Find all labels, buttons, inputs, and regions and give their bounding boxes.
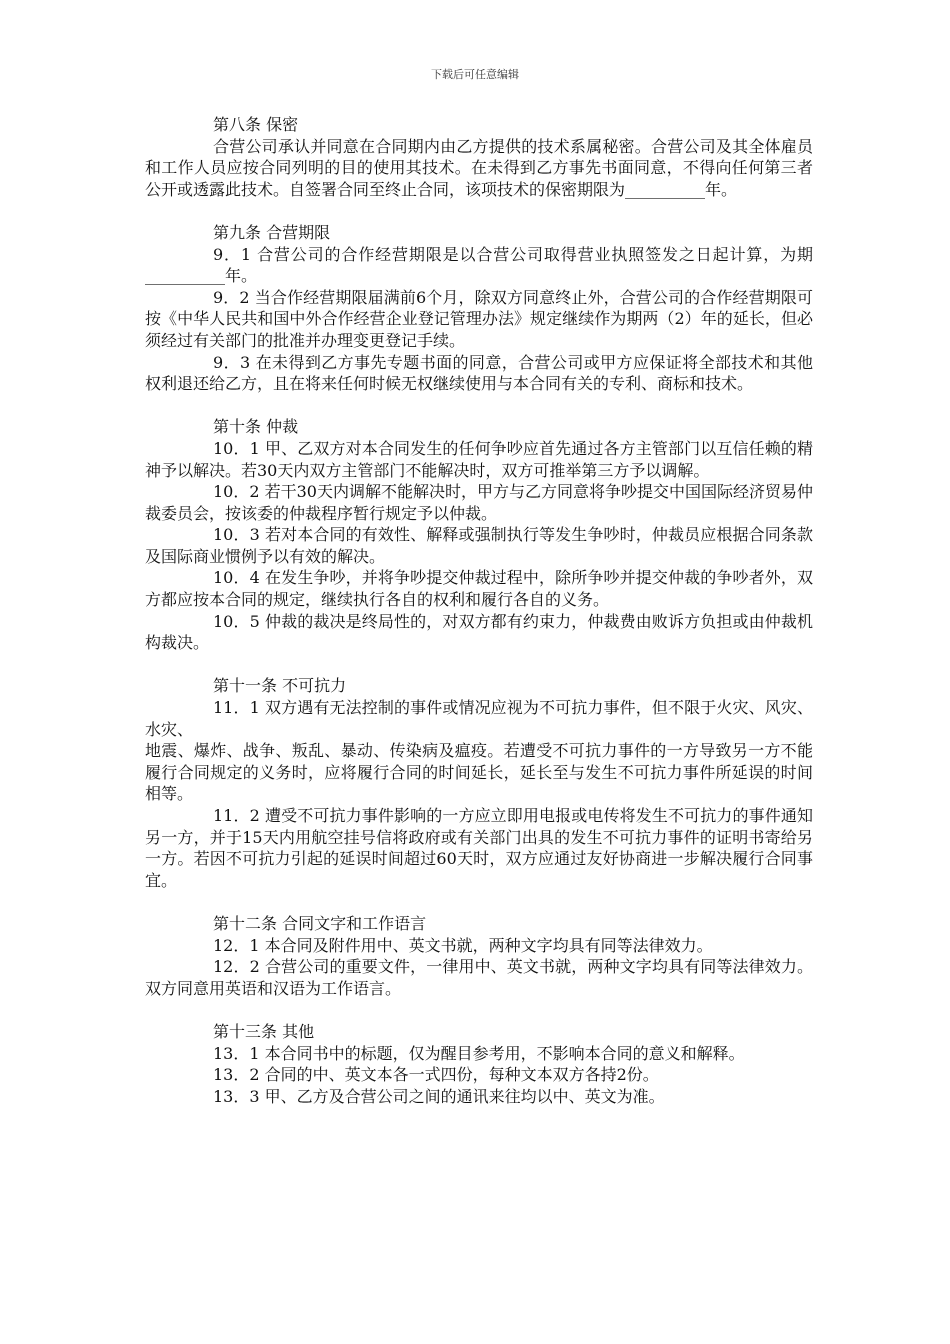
section-heading: 第十二条 合同文字和工作语言	[213, 913, 427, 933]
paragraph: 9．2 当合作经营期限届满前6个月，除双方同意终止外，合营公司的合作经营期限可按《中华人民共和国中外合作经营企业登记管理办法》规定继续作为期两（2）年的延长，但必须经过有关部门的批准并办理变更登记手续。	[145, 287, 813, 350]
paragraph: 11．1 双方遇有无法控制的事件或情况应视为不可抗力事件，但不限于火灾、风灾、水灾、	[145, 698, 813, 739]
paragraph: 9．1 合营公司的合作经营期限是以合营公司取得营业执照签发之日起计算，为期__________年。	[145, 244, 813, 286]
paragraph: 11．2 遭受不可抗力事件影响的一方应立即用电报或电传将发生不可抗力的事件通知另一方，并于15天内用航空挂号信将政府或有关部门出具的发生不可抗力事件的证明书寄给另一方。若因不可抗力引起的延误时间超过60天时，双方应通过友好协商进一步解决履行合同事宜。	[145, 806, 813, 890]
section-spacer	[145, 200, 813, 222]
paragraph: 12．1 本合同及附件用中、英文书就，两种文字均具有同等法律效力。	[213, 935, 713, 955]
section-spacer	[145, 999, 813, 1021]
section-spacer	[145, 395, 813, 417]
page-header-note: 下载后可任意编辑	[431, 68, 519, 81]
section-spacer	[145, 654, 813, 676]
paragraph: 13．3 甲、乙方及合营公司之间的通讯来往均以中、英文为准。	[213, 1086, 665, 1106]
paragraph: 10．4 在发生争吵，并将争吵提交仲裁过程中，除所争吵并提交仲裁的争吵者外，双方都应按本合同的规定，继续执行各自的权利和履行各自的义务。	[145, 568, 813, 610]
paragraph: 12．2 合营公司的重要文件，一律用中、英文书就，两种文字均具有同等法律效力。双方同意用英语和汉语为工作语言。	[145, 957, 813, 998]
section-heading: 第八条 保密	[213, 115, 299, 134]
paragraph: 10．1 甲、乙双方对本合同发生的任何争吵应首先通过各方主管部门以互信任赖的精神予以解决。若30天内双方主管部门不能解决时，双方可推举第三方予以调解。	[145, 438, 813, 480]
document-body	[145, 114, 813, 1107]
paragraph: 10．5 仲裁的裁决是终局性的，对双方都有约束力，仲裁费由败诉方负担或由仲裁机构裁决。	[145, 611, 813, 653]
section-heading: 第十三条 其他	[213, 1021, 315, 1041]
paragraph: 合营公司承认并同意在合同期内由乙方提供的技术系属秘密。合营公司及其全体雇员和工作人员应按合同列明的目的使用其技术。在未得到乙方事先书面同意，不得向任何第三者公开或透露此技术。自签署合同至终止合同，该项技术的保密期限为__________年。	[145, 136, 813, 199]
section-heading: 第十一条 不可抗力	[213, 676, 347, 696]
paragraph: 13．1 本合同书中的标题，仅为醒目参考用，不影响本合同的意义和解释。	[213, 1043, 745, 1063]
section-heading: 第十条 仲裁	[213, 417, 299, 437]
paragraph: 10．3 若对本合同的有效性、解释或强制执行等发生争吵时，仲裁员应根据合同条款及国际商业惯例予以有效的解决。	[145, 525, 813, 566]
section-spacer	[145, 891, 813, 913]
paragraph: 13．2 合同的中、英文本各一式四份，每种文本双方各持2份。	[213, 1065, 659, 1085]
paragraph: 地震、爆炸、战争、叛乱、暴动、传染病及瘟疫。若遭受不可抗力事件的一方导致另一方不能履行合同规定的义务时，应将履行合同的时间延长，延长至与发生不可抗力事件所延误的时间相等。	[145, 741, 813, 804]
paragraph: 10．2 若干30天内调解不能解决时，甲方与乙方同意将争吵提交中国国际经济贸易仲裁委员会，按该委的仲裁程序暂行规定予以仲裁。	[145, 482, 813, 523]
section-heading: 第九条 合营期限	[213, 222, 331, 242]
paragraph: 9．3 在未得到乙方事先专题书面的同意，合营公司或甲方应保证将全部技术和其他权利退还给乙方，且在将来任何时候无权继续使用与本合同有关的专利、商标和技术。	[145, 352, 813, 394]
